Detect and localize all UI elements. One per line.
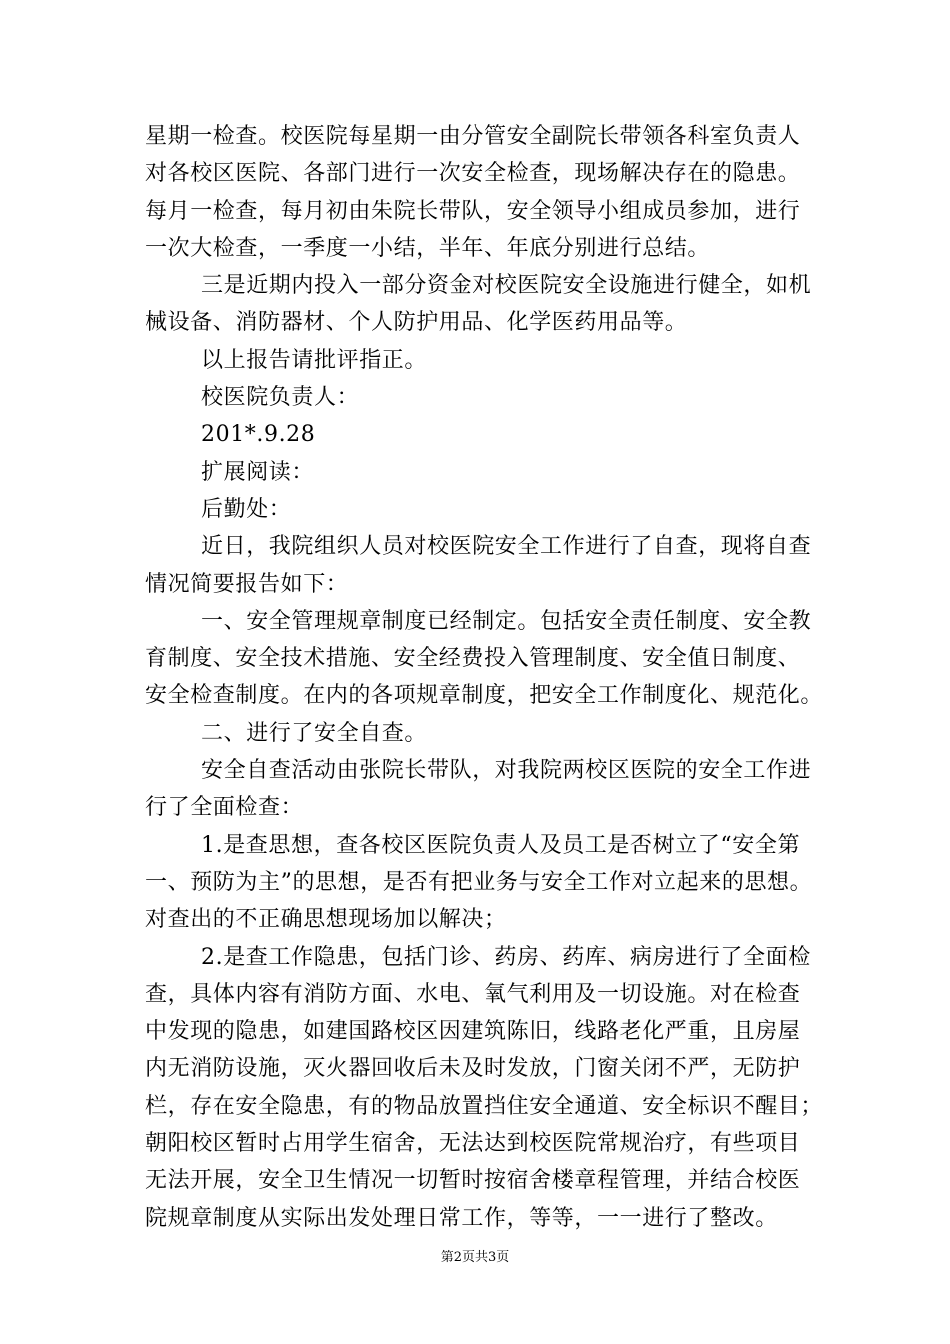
text-line: 中发现的隐患，如建国路校区因建筑陈旧，线路老化严重，且房屋 [145, 1019, 801, 1045]
text-line: 朝阳校区暂时占用学生宿舍，无法达到校医院常规治疗，有些项目 [145, 1131, 801, 1157]
text-line: 安全检查制度。在内的各项规章制度，把安全工作制度化、规范化。 [145, 683, 824, 709]
text-line: 一、安全管理规章制度已经制定。包括安全责任制度、安全教 [201, 608, 812, 634]
document-body [145, 118, 825, 1237]
text-line: 三是近期内投入一部分资金对校医院安全设施进行健全，如机 [201, 273, 812, 299]
text-line: 以上报告请批评指正。 [201, 347, 428, 373]
text-line: 院规章制度从实际出发处理日常工作，等等，一一进行了整改。 [145, 1205, 778, 1231]
text-line: 近日，我院组织人员对校医院安全工作进行了自查，现将自查 [201, 534, 812, 560]
text-line: 一、预防为主”的思想，是否有把业务与安全工作对立起来的思想。 [145, 869, 813, 895]
text-line: 行了全面检查： [145, 795, 304, 821]
text-line: 二、进行了安全自查。 [201, 720, 428, 746]
text-line: 查，具体内容有消防方面、水电、氧气利用及一切设施。对在检查 [145, 981, 801, 1007]
text-line: 扩展阅读： [201, 459, 315, 485]
text-line: 校医院负责人： [201, 385, 360, 411]
text-line: 2.是查工作隐患，包括门诊、药房、药库、病房进行了全面检 [201, 944, 811, 970]
page-number: 第2页共3页 [440, 1250, 510, 1265]
text-line: 内无消防设施，灭火器回收后未及时发放，门窗关闭不严，无防护 [145, 1056, 801, 1082]
text-line: 栏，存在安全隐患，有的物品放置挡住安全通道、安全标识不醒目； [145, 1093, 824, 1119]
text-line: 对各校区医院、各部门进行一次安全检查，现场解决存在的隐患。 [145, 161, 801, 187]
text-line: 201*.9.28 [201, 422, 316, 448]
text-line: 育制度、安全技术措施、安全经费投入管理制度、安全值日制度、 [145, 646, 801, 672]
text-line: 星期一检查。校医院每星期一由分管安全副院长带领各科室负责人 [145, 124, 801, 149]
text-line: 后勤处： [201, 496, 292, 522]
page-footer [0, 1246, 950, 1265]
text-line: 每月一检查，每月初由朱院长带队，安全领导小组成员参加，进行 [145, 198, 801, 224]
text-line: 械设备、消防器材、个人防护用品、化学医药用品等。 [145, 310, 688, 336]
text-line: 安全自查活动由张院长带队，对我院两校区医院的安全工作进 [201, 758, 812, 784]
text-line: 对查出的不正确思想现场加以解决； [145, 907, 507, 933]
text-line: 无法开展，安全卫生情况一切暂时按宿舍楼章程管理，并结合校医 [145, 1168, 801, 1194]
text-line: 情况简要报告如下： [145, 571, 349, 597]
text-line: 1.是查思想，查各校区医院负责人及员工是否树立了“安全第 [201, 832, 801, 858]
text-line: 一次大检查，一季度一小结，半年、年底分别进行总结。 [145, 235, 711, 261]
